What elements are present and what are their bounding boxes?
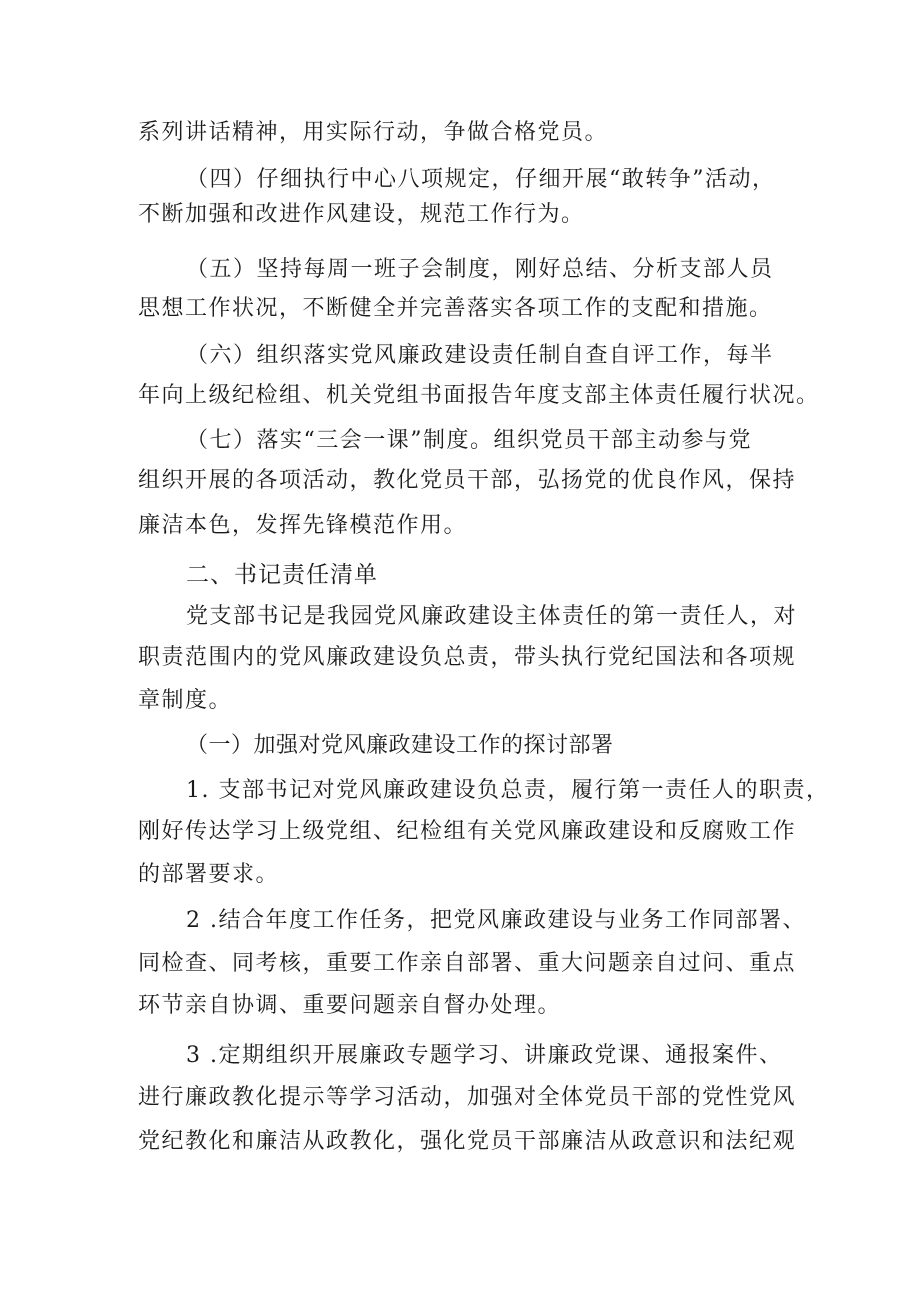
text-line: 年向上级纪检组、机关党组书面报告年度支部主体责任履行状况。 <box>138 383 820 408</box>
text-line: 党纪教化和廉洁从政教化，强化党员干部廉洁从政意识和法纪观 <box>138 1129 797 1154</box>
text-line: 同检查、同考核，重要工作亲自部署、重大问题亲自过问、重点 <box>138 951 797 976</box>
section-seven-line: （七）落实“三会一课”制度。组织党员干部主动参与党 <box>186 428 752 453</box>
text-line: 刚好传达学习上级党组、纪检组有关党风廉政建设和反腐败工作 <box>138 819 797 844</box>
item-one-line: 1. 支部书记对党风廉政建设负总责，履行第一责任人的职责， <box>186 778 830 803</box>
text-line: 章制度。 <box>138 688 233 713</box>
section-five-line: （五）坚持每周一班子会制度，刚好总结、分析支部人员 <box>186 257 774 282</box>
item-two-line: 2 .结合年度工作任务，把党风廉政建设与业务工作同部署、 <box>186 908 806 933</box>
section-six-line: （六）组织落实党风廉政建设责任制自查自评工作，每半 <box>186 343 774 368</box>
text-line: 职责范围内的党风廉政建设负总责，带头执行党纪国法和各项规 <box>138 645 797 670</box>
section-heading: 二、书记责任清单 <box>186 562 378 588</box>
subsection-heading: （一）加强对党风廉政建设工作的探讨部署 <box>186 733 614 758</box>
text-line: 廉洁本色，发挥先锋模范作用。 <box>138 513 468 538</box>
section-four-line: （四）仔细执行中心八项规定，仔细开展“敢转争”活动， <box>186 167 776 192</box>
text-line: 组织开展的各项活动，教化党员干部，弘扬党的优良作风，保持 <box>138 468 797 493</box>
text-line: 思想工作状况，不断健全并完善落实各项工作的支配和措施。 <box>138 296 773 321</box>
text-line: 进行廉政教化提示等学习活动，加强对全体党员干部的党性党风 <box>138 1085 797 1110</box>
text-line: 不断加强和改进作风建设，规范工作行为。 <box>138 202 585 227</box>
item-three-line: 3 .定期组织开展廉政专题学习、讲廉政党课、通报案件、 <box>186 1043 783 1068</box>
paragraph-line: 党支部书记是我园党风廉政建设主体责任的第一责任人，对 <box>186 604 798 629</box>
text-line: 环节亲自协调、重要问题亲自督办处理。 <box>138 993 562 1018</box>
text-line: 的部署要求。 <box>138 862 280 887</box>
text-line: 系列讲话精神，用实际行动，争做合格党员。 <box>138 120 609 145</box>
